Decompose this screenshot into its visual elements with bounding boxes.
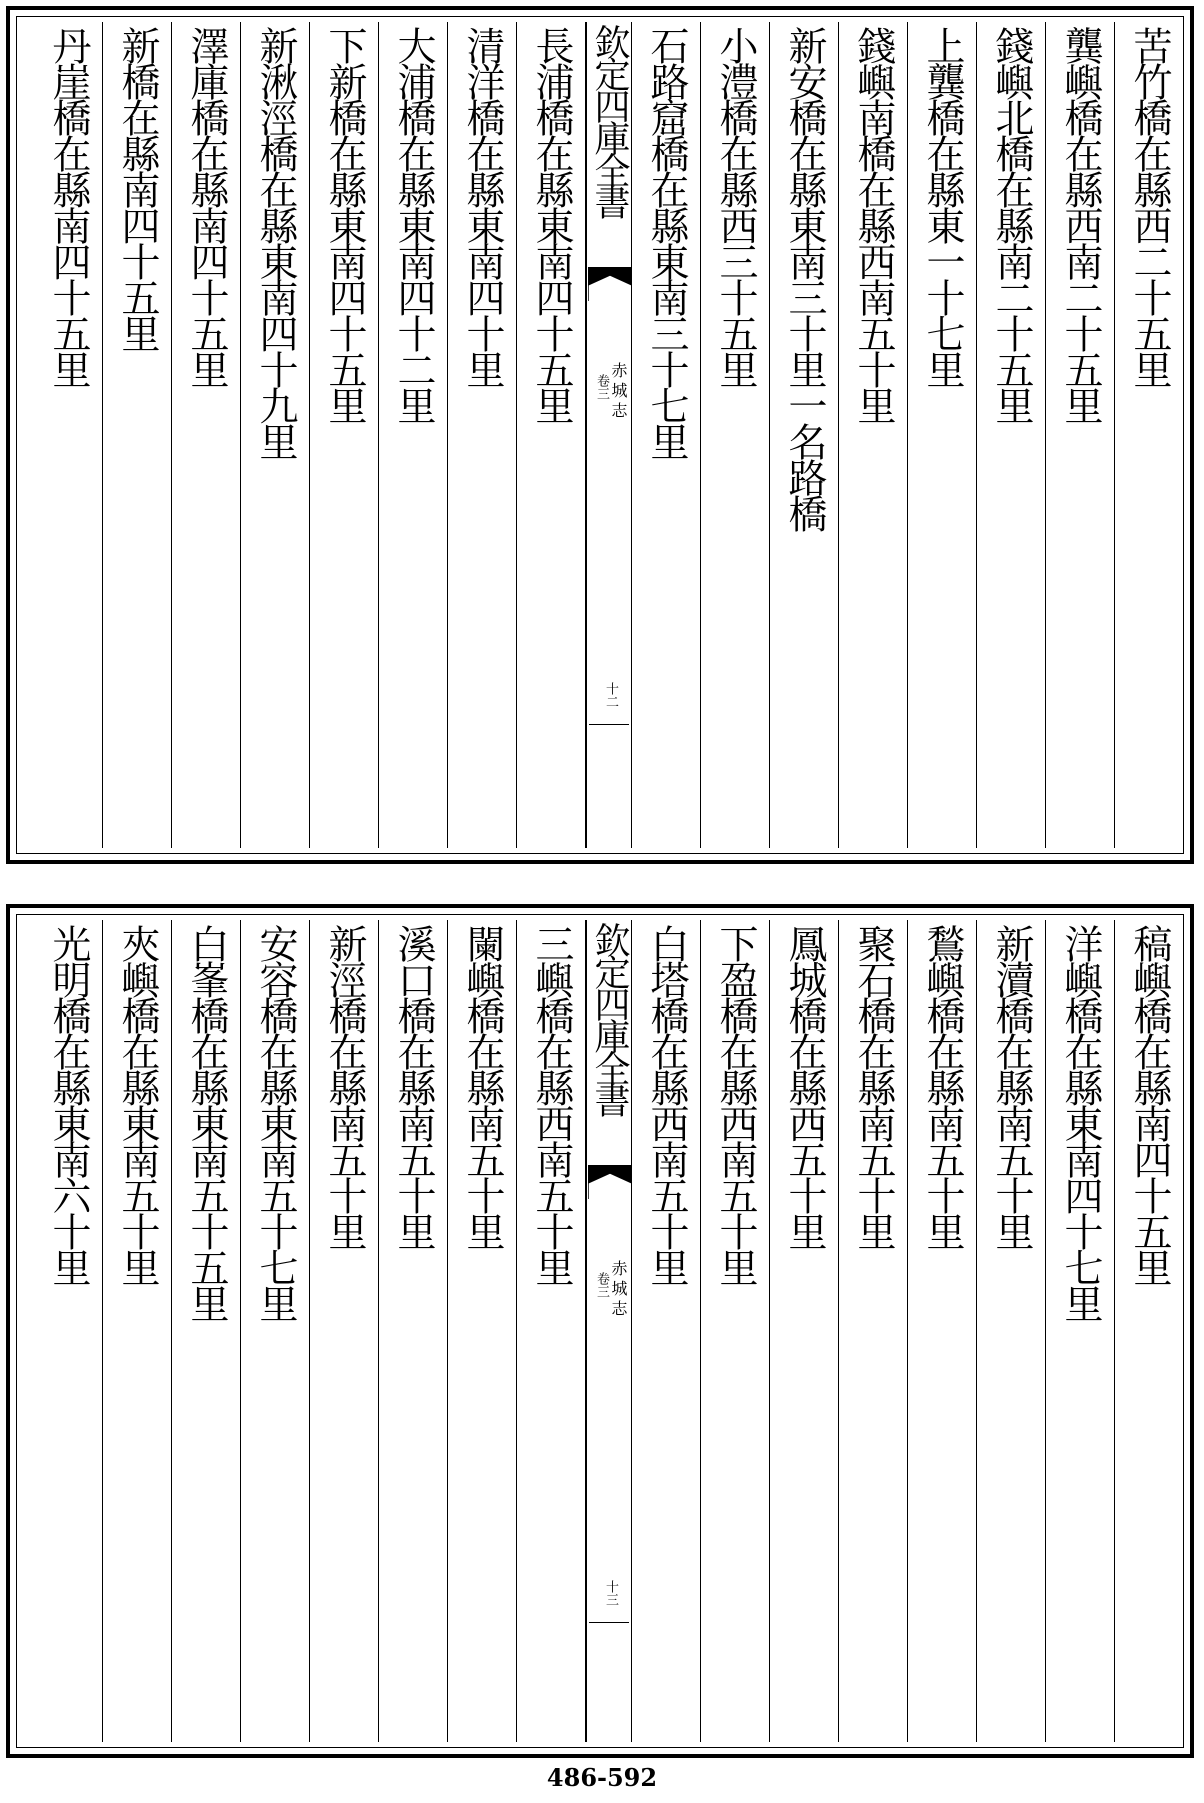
text-column — [701, 22, 770, 848]
text-column — [908, 920, 977, 1742]
text-column — [1115, 22, 1184, 848]
fish-tail-mark — [588, 1165, 632, 1199]
column-text: 鶖嶼橋在縣南五十里 — [920, 924, 965, 1248]
column-text: 上龔橋在縣東一十七里 — [920, 26, 965, 386]
column-text: 新涇橋在縣南五十里 — [322, 924, 367, 1248]
gutter-title: 欽定四庫全書 — [589, 24, 630, 216]
column-text: 澤庫橋在縣南四十五里 — [184, 26, 229, 386]
column-text: 闌嶼橋在縣南五十里 — [460, 924, 505, 1248]
text-column — [241, 920, 310, 1742]
column-text: 夾嶼橋在縣東南五十里 — [115, 924, 160, 1284]
column-text: 下新橋在縣東南四十五里 — [322, 26, 367, 422]
text-column — [103, 22, 172, 848]
column-text: 稿嶼橋在縣南四十五里 — [1127, 924, 1172, 1284]
text-column — [1046, 22, 1115, 848]
text-column — [977, 920, 1046, 1742]
gutter-volume: 卷三 — [594, 374, 609, 400]
text-column — [770, 920, 839, 1742]
text-column — [34, 22, 103, 848]
column-text: 溪口橋在縣南五十里 — [391, 924, 436, 1248]
gutter-book-title: 赤城志 — [609, 1260, 628, 1320]
column-text: 光明橋在縣東南六十里 — [46, 924, 91, 1284]
column-text: 新瀆橋在縣南五十里 — [989, 924, 1034, 1248]
column-text: 鳳城橋在縣西五十里 — [782, 924, 827, 1248]
column-text: 新湫涇橋在縣東南四十九里 — [253, 26, 298, 458]
text-column — [241, 22, 310, 848]
text-column — [839, 920, 908, 1742]
column-text: 清洋橋在縣東南四十里 — [460, 26, 505, 386]
fish-tail-mark — [588, 267, 632, 301]
text-column — [701, 920, 770, 1742]
gutter-page-number: 十三 — [603, 1580, 618, 1606]
text-column — [839, 22, 908, 848]
text-column — [908, 22, 977, 848]
column-text: 白峯橋在縣東南五十五里 — [184, 924, 229, 1320]
column-text: 洋嶼橋在縣東南四十七里 — [1058, 924, 1103, 1320]
gutter-rule — [589, 1622, 629, 1623]
column-text: 長浦橋在縣東南四十五里 — [529, 26, 574, 422]
column-text: 新橋在縣南四十五里 — [115, 26, 160, 350]
column-text: 新安橋在縣東南三十里一名路橋 — [782, 26, 827, 530]
column-text: 苦竹橋在縣西二十五里 — [1127, 26, 1172, 386]
text-column — [632, 920, 701, 1742]
text-column — [379, 22, 448, 848]
text-column — [103, 920, 172, 1742]
text-column — [632, 22, 701, 848]
column-text: 錢嶼北橋在縣南二十五里 — [989, 26, 1034, 422]
column-text: 聚石橋在縣南五十里 — [851, 924, 896, 1248]
text-column — [1046, 920, 1115, 1742]
text-column — [448, 920, 517, 1742]
column-text: 安容橋在縣東南五十七里 — [253, 924, 298, 1320]
column-text: 下盈橋在縣西南五十里 — [713, 924, 758, 1284]
column-text: 大浦橋在縣東南四十二里 — [391, 26, 436, 422]
gutter-volume: 卷三 — [594, 1272, 609, 1298]
column-text: 小澧橋在縣西三十五里 — [713, 26, 758, 386]
column-text: 錢嶼南橋在縣西南五十里 — [851, 26, 896, 422]
text-column — [977, 22, 1046, 848]
page-label: 486-592 — [546, 1763, 658, 1792]
text-column — [34, 920, 103, 1742]
column-text: 白塔橋在縣西南五十里 — [644, 924, 689, 1284]
text-column — [310, 22, 379, 848]
gutter-page-number: 十二 — [603, 682, 618, 708]
gutter-book-title: 赤城志 — [609, 362, 628, 422]
center-gutter — [586, 920, 632, 1742]
column-text: 石路窟橋在縣東南三十七里 — [644, 26, 689, 458]
text-column — [770, 22, 839, 848]
text-column — [517, 22, 586, 848]
text-column — [172, 22, 241, 848]
text-column — [310, 920, 379, 1742]
center-gutter — [586, 22, 632, 848]
text-column — [172, 920, 241, 1742]
top-page — [6, 6, 1194, 864]
gutter-title: 欽定四庫全書 — [589, 922, 630, 1114]
text-column — [379, 920, 448, 1742]
column-text: 三嶼橋在縣西南五十里 — [529, 924, 574, 1284]
gutter-rule — [589, 724, 629, 725]
text-column — [1115, 920, 1184, 1742]
column-text: 丹崖橋在縣南四十五里 — [46, 26, 91, 386]
column-text: 龔嶼橋在縣西南二十五里 — [1058, 26, 1103, 422]
bottom-page — [6, 904, 1194, 1758]
text-column — [517, 920, 586, 1742]
text-column — [448, 22, 517, 848]
